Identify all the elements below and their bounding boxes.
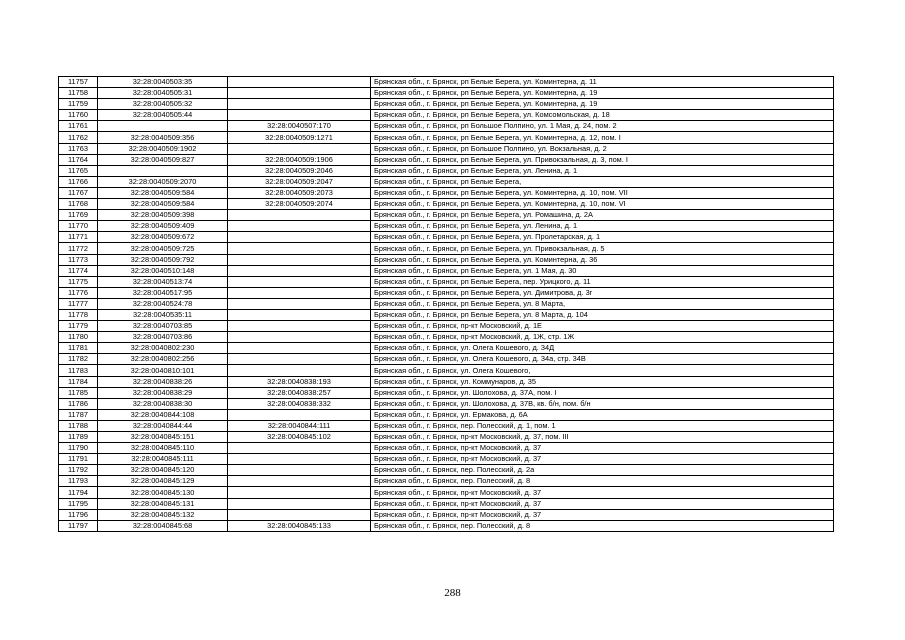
object-number-cell — [228, 243, 371, 254]
table-row — [59, 165, 834, 176]
parcel-number-cell: 32:28:0040505:32 — [98, 99, 228, 110]
address-cell: Брянская обл., г. Брянск, рп Белые Берега, ул. Привокзальная, д. 3, пом. I — [371, 154, 834, 165]
address-cell: Брянская обл., г. Брянск, рп Белые Берега, ул. Коминтерна, д. 36 — [371, 254, 834, 265]
table-row — [59, 276, 834, 287]
object-number-cell: 32:28:0040509:2073 — [228, 187, 371, 198]
parcel-number-cell: 32:28:0040505:44 — [98, 110, 228, 121]
object-number-cell — [228, 298, 371, 309]
parcel-number-cell: 32:28:0040844:108 — [98, 409, 228, 420]
object-number-cell — [228, 221, 371, 232]
table-row — [59, 398, 834, 409]
object-number-cell — [228, 365, 371, 376]
row-number-cell: 11787 — [59, 409, 98, 420]
row-number-cell: 11760 — [59, 110, 98, 121]
address-cell: Брянская обл., г. Брянск, рп Белые Берега, ул. Коминтерна, д. 11 — [371, 77, 834, 88]
address-cell: Брянская обл., г. Брянск, рп Белые Берега, пер. Урицкого, д. 11 — [371, 276, 834, 287]
table-row — [59, 332, 834, 343]
address-cell: Брянская обл., г. Брянск, рп Белые Берега, ул. Димитрова, д. 3г — [371, 287, 834, 298]
row-number-cell: 11759 — [59, 99, 98, 110]
parcel-number-cell: 32:28:0040517:95 — [98, 287, 228, 298]
row-number-cell: 11780 — [59, 332, 98, 343]
row-number-cell: 11768 — [59, 199, 98, 210]
row-number-cell: 11782 — [59, 354, 98, 365]
parcel-number-cell: 32:28:0040703:85 — [98, 321, 228, 332]
table-row — [59, 343, 834, 354]
address-cell: Брянская обл., г. Брянск, рп Большое Полпино, ул. Вокзальная, д. 2 — [371, 143, 834, 154]
row-number-cell: 11794 — [59, 487, 98, 498]
row-number-cell: 11781 — [59, 343, 98, 354]
parcel-number-cell: 32:28:0040802:256 — [98, 354, 228, 365]
address-cell: Брянская обл., г. Брянск, рп Белые Берега, ул. Пролетарская, д. 1 — [371, 232, 834, 243]
parcel-number-cell: 32:28:0040838:29 — [98, 387, 228, 398]
address-cell: Брянская обл., г. Брянск, ул. Коммунаров, д. 35 — [371, 376, 834, 387]
object-number-cell — [228, 276, 371, 287]
parcel-number-cell: 32:28:0040505:31 — [98, 88, 228, 99]
table-row — [59, 132, 834, 143]
parcel-number-cell: 32:28:0040509:584 — [98, 187, 228, 198]
object-number-cell — [228, 232, 371, 243]
object-number-cell: 32:28:0040509:1906 — [228, 154, 371, 165]
object-number-cell: 32:28:0040507:170 — [228, 121, 371, 132]
object-number-cell — [228, 332, 371, 343]
address-cell: Брянская обл., г. Брянск, рп Белые Берега, ул. 8 Марта, — [371, 298, 834, 309]
object-number-cell — [228, 265, 371, 276]
row-number-cell: 11765 — [59, 165, 98, 176]
table-row — [59, 432, 834, 443]
parcel-number-cell: 32:28:0040510:148 — [98, 265, 228, 276]
parcel-number-cell: 32:28:0040845:151 — [98, 432, 228, 443]
parcel-number-cell: 32:28:0040845:129 — [98, 476, 228, 487]
table-row — [59, 77, 834, 88]
row-number-cell: 11761 — [59, 121, 98, 132]
parcel-number-cell: 32:28:0040838:26 — [98, 376, 228, 387]
parcel-number-cell: 32:28:0040703:86 — [98, 332, 228, 343]
address-cell: Брянская обл., г. Брянск, рп Белые Берега, ул. Ленина, д. 1 — [371, 221, 834, 232]
table-row — [59, 265, 834, 276]
parcel-number-cell: 32:28:0040845:68 — [98, 520, 228, 531]
parcel-number-cell: 32:28:0040845:110 — [98, 443, 228, 454]
parcel-number-cell: 32:28:0040845:130 — [98, 487, 228, 498]
address-cell: Брянская обл., г. Брянск, рп Белые Берега, ул. 8 Марта, д. 104 — [371, 309, 834, 320]
object-number-cell — [228, 77, 371, 88]
address-cell: Брянская обл., г. Брянск, рп Белые Берега, ул. Коминтерна, д. 10, пом. VII — [371, 187, 834, 198]
row-number-cell: 11767 — [59, 187, 98, 198]
address-cell: Брянская обл., г. Брянск, пр-кт Московский, д. 37 — [371, 443, 834, 454]
parcel-number-cell: 32:28:0040844:44 — [98, 420, 228, 431]
object-number-cell — [228, 110, 371, 121]
row-number-cell: 11779 — [59, 321, 98, 332]
table-row — [59, 88, 834, 99]
table-row — [59, 254, 834, 265]
object-number-cell — [228, 254, 371, 265]
object-number-cell — [228, 498, 371, 509]
row-number-cell: 11792 — [59, 465, 98, 476]
address-cell: Брянская обл., г. Брянск, ул. Шолохова, д. 37В, кв. б/н, пом. б/н — [371, 398, 834, 409]
parcel-number-cell: 32:28:0040509:356 — [98, 132, 228, 143]
table-row — [59, 232, 834, 243]
address-cell: Брянская обл., г. Брянск, ул. Шолохова, д. 37А, пом. I — [371, 387, 834, 398]
object-number-cell: 32:28:0040838:193 — [228, 376, 371, 387]
object-number-cell — [228, 465, 371, 476]
object-number-cell — [228, 476, 371, 487]
row-number-cell: 11797 — [59, 520, 98, 531]
parcel-number-cell: 32:28:0040845:132 — [98, 509, 228, 520]
parcel-number-cell: 32:28:0040503:35 — [98, 77, 228, 88]
address-cell: Брянская обл., г. Брянск, ул. Олега Кошевого, — [371, 365, 834, 376]
table-row — [59, 487, 834, 498]
address-cell: Брянская обл., г. Брянск, рп Белые Берега, ул. Привокзальная, д. 5 — [371, 243, 834, 254]
object-number-cell — [228, 509, 371, 520]
parcel-number-cell: 32:28:0040509:792 — [98, 254, 228, 265]
parcel-number-cell: 32:28:0040509:584 — [98, 199, 228, 210]
table-row — [59, 376, 834, 387]
table-row — [59, 121, 834, 132]
object-number-cell: 32:28:0040845:102 — [228, 432, 371, 443]
object-number-cell: 32:28:0040844:111 — [228, 420, 371, 431]
row-number-cell: 11775 — [59, 276, 98, 287]
row-number-cell: 11789 — [59, 432, 98, 443]
object-number-cell — [228, 321, 371, 332]
address-cell: Брянская обл., г. Брянск, пер. Полесский, д. 2а — [371, 465, 834, 476]
address-cell: Брянская обл., г. Брянск, пер. Полесский, д. 8 — [371, 476, 834, 487]
row-number-cell: 11771 — [59, 232, 98, 243]
row-number-cell: 11778 — [59, 309, 98, 320]
parcel-number-cell: 32:28:0040513:74 — [98, 276, 228, 287]
row-number-cell: 11757 — [59, 77, 98, 88]
parcel-number-cell: 32:28:0040509:827 — [98, 154, 228, 165]
row-number-cell: 11796 — [59, 509, 98, 520]
address-cell: Брянская обл., г. Брянск, пр-кт Московский, д. 1Ж, стр. 1Ж — [371, 332, 834, 343]
object-number-cell: 32:28:0040509:2047 — [228, 176, 371, 187]
table-row — [59, 454, 834, 465]
parcel-number-cell: 32:28:0040524:78 — [98, 298, 228, 309]
object-number-cell — [228, 287, 371, 298]
table-row — [59, 176, 834, 187]
address-cell: Брянская обл., г. Брянск, пр-кт Московский, д. 37 — [371, 498, 834, 509]
address-cell: Брянская обл., г. Брянск, рп Белые Берега, ул. Коминтерна, д. 19 — [371, 88, 834, 99]
object-number-cell: 32:28:0040838:332 — [228, 398, 371, 409]
table-row — [59, 154, 834, 165]
parcel-number-cell: 32:28:0040802:230 — [98, 343, 228, 354]
address-cell: Брянская обл., г. Брянск, рп Белые Берега, ул. Коминтерна, д. 12, пом. I — [371, 132, 834, 143]
row-number-cell: 11788 — [59, 420, 98, 431]
address-cell: Брянская обл., г. Брянск, рп Белые Берега, ул. Ленина, д. 1 — [371, 165, 834, 176]
parcel-number-cell — [98, 121, 228, 132]
table-row — [59, 110, 834, 121]
row-number-cell: 11793 — [59, 476, 98, 487]
parcel-number-cell: 32:28:0040509:1902 — [98, 143, 228, 154]
object-number-cell — [228, 354, 371, 365]
table-row — [59, 221, 834, 232]
address-cell: Брянская обл., г. Брянск, пр-кт Московский, д. 37 — [371, 509, 834, 520]
row-number-cell: 11785 — [59, 387, 98, 398]
page-number: 288 — [444, 587, 461, 599]
object-number-cell — [228, 88, 371, 99]
object-number-cell — [228, 409, 371, 420]
address-cell: Брянская обл., г. Брянск, рп Большое Полпино, ул. 1 Мая, д. 24, пом. 2 — [371, 121, 834, 132]
table-row — [59, 99, 834, 110]
parcel-number-cell — [98, 165, 228, 176]
table-row — [59, 443, 834, 454]
object-number-cell: 32:28:0040509:2074 — [228, 199, 371, 210]
object-number-cell — [228, 343, 371, 354]
parcel-number-cell: 32:28:0040509:725 — [98, 243, 228, 254]
table-row — [59, 387, 834, 398]
row-number-cell: 11777 — [59, 298, 98, 309]
object-number-cell: 32:28:0040509:1271 — [228, 132, 371, 143]
address-cell: Брянская обл., г. Брянск, рп Белые Берега, ул. Коминтерна, д. 10, пом. VI — [371, 199, 834, 210]
address-cell: Брянская обл., г. Брянск, рп Белые Берега, ул. 1 Мая, д. 30 — [371, 265, 834, 276]
row-number-cell: 11795 — [59, 498, 98, 509]
parcel-number-cell: 32:28:0040509:409 — [98, 221, 228, 232]
object-number-cell — [228, 210, 371, 221]
address-cell: Брянская обл., г. Брянск, рп Белые Берега, ул. Ромашина, д. 2А — [371, 210, 834, 221]
table-row — [59, 199, 834, 210]
row-number-cell: 11762 — [59, 132, 98, 143]
table-row — [59, 354, 834, 365]
row-number-cell: 11791 — [59, 454, 98, 465]
table-row — [59, 498, 834, 509]
parcel-number-cell: 32:28:0040845:111 — [98, 454, 228, 465]
table-row — [59, 321, 834, 332]
row-number-cell: 11769 — [59, 210, 98, 221]
address-cell: Брянская обл., г. Брянск, ул. Ермакова, д. 6А — [371, 409, 834, 420]
parcel-number-cell: 32:28:0040845:120 — [98, 465, 228, 476]
object-number-cell — [228, 143, 371, 154]
object-number-cell: 32:28:0040845:133 — [228, 520, 371, 531]
row-number-cell: 11770 — [59, 221, 98, 232]
row-number-cell: 11764 — [59, 154, 98, 165]
object-number-cell — [228, 487, 371, 498]
row-number-cell: 11758 — [59, 88, 98, 99]
parcel-number-cell: 32:28:0040535:11 — [98, 309, 228, 320]
row-number-cell: 11772 — [59, 243, 98, 254]
row-number-cell: 11786 — [59, 398, 98, 409]
table-row — [59, 298, 834, 309]
parcel-number-cell: 32:28:0040845:131 — [98, 498, 228, 509]
object-number-cell: 32:28:0040838:257 — [228, 387, 371, 398]
row-number-cell: 11784 — [59, 376, 98, 387]
parcel-number-cell: 32:28:0040509:398 — [98, 210, 228, 221]
address-cell: Брянская обл., г. Брянск, пр-кт Московский, д. 37, пом. III — [371, 432, 834, 443]
address-cell: Брянская обл., г. Брянск, ул. Олега Кошевого, д. 34Д — [371, 343, 834, 354]
table-row — [59, 420, 834, 431]
object-number-cell — [228, 309, 371, 320]
address-cell: Брянская обл., г. Брянск, рп Белые Берега, ул. Комсомольская, д. 18 — [371, 110, 834, 121]
table-row — [59, 309, 834, 320]
table-row — [59, 143, 834, 154]
address-cell: Брянская обл., г. Брянск, рп Белые Берега, — [371, 176, 834, 187]
table-row — [59, 520, 834, 531]
parcel-number-cell: 32:28:0040838:30 — [98, 398, 228, 409]
table-row — [59, 409, 834, 420]
parcel-number-cell: 32:28:0040509:672 — [98, 232, 228, 243]
address-cell: Брянская обл., г. Брянск, пер. Полесский, д. 1, пом. 1 — [371, 420, 834, 431]
row-number-cell: 11763 — [59, 143, 98, 154]
table-row — [59, 287, 834, 298]
row-number-cell: 11776 — [59, 287, 98, 298]
table-row — [59, 243, 834, 254]
address-cell: Брянская обл., г. Брянск, рп Белые Берега, ул. Коминтерна, д. 19 — [371, 99, 834, 110]
table-row — [59, 465, 834, 476]
row-number-cell: 11790 — [59, 443, 98, 454]
address-cell: Брянская обл., г. Брянск, пер. Полесский, д. 8 — [371, 520, 834, 531]
object-number-cell — [228, 99, 371, 110]
address-cell: Брянская обл., г. Брянск, ул. Олега Кошевого, д. 34а, стр. 34В — [371, 354, 834, 365]
address-cell: Брянская обл., г. Брянск, пр-кт Московский, д. 37 — [371, 454, 834, 465]
object-number-cell — [228, 443, 371, 454]
parcel-number-cell: 32:28:0040509:2070 — [98, 176, 228, 187]
address-cell: Брянская обл., г. Брянск, пр-кт Московский, д. 37 — [371, 487, 834, 498]
row-number-cell: 11783 — [59, 365, 98, 376]
address-cell: Брянская обл., г. Брянск, пр-кт Московский, д. 1Е — [371, 321, 834, 332]
row-number-cell: 11766 — [59, 176, 98, 187]
records-table-body — [59, 77, 834, 532]
row-number-cell: 11773 — [59, 254, 98, 265]
object-number-cell — [228, 454, 371, 465]
object-number-cell: 32:28:0040509:2046 — [228, 165, 371, 176]
parcel-number-cell: 32:28:0040810:101 — [98, 365, 228, 376]
table-row — [59, 365, 834, 376]
records-table — [58, 76, 834, 532]
table-row — [59, 187, 834, 198]
table-row — [59, 509, 834, 520]
table-row — [59, 210, 834, 221]
row-number-cell: 11774 — [59, 265, 98, 276]
table-row — [59, 476, 834, 487]
